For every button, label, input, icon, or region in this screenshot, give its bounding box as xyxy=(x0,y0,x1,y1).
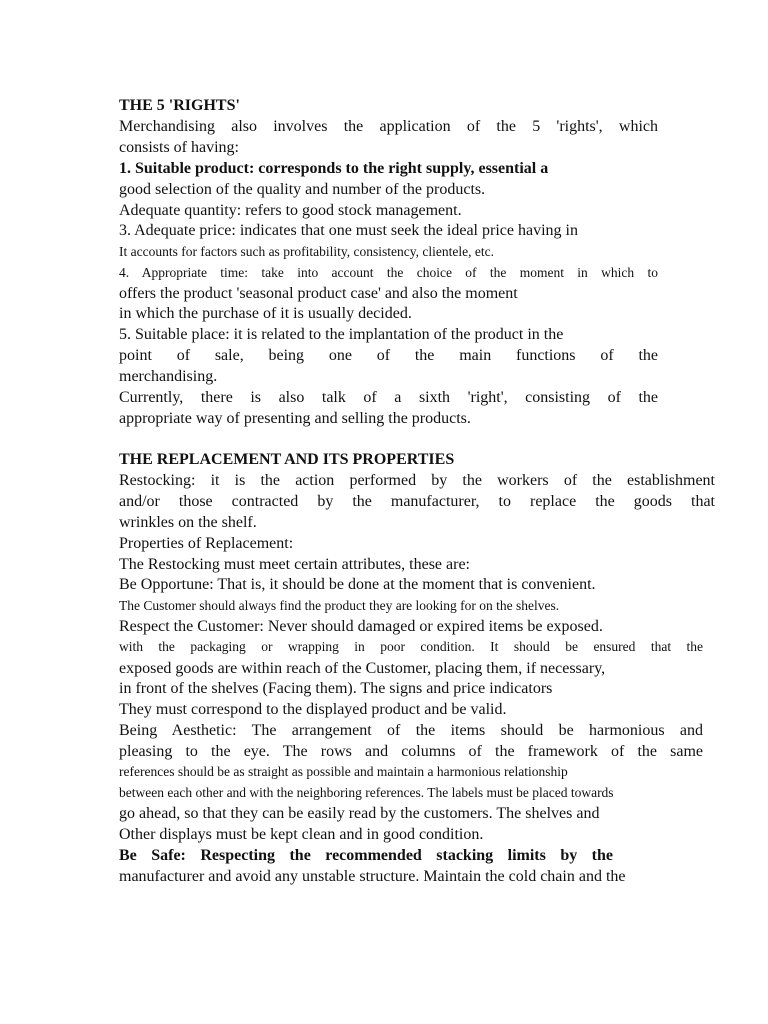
text-line: Other displays must be kept clean and in good condition. xyxy=(119,826,484,843)
text-line: go ahead, so that they can be easily read by the customers. The shelves and xyxy=(119,805,600,822)
section-heading-replacement: THE REPLACEMENT AND ITS PROPERTIES xyxy=(119,451,455,468)
text-line: in front of the shelves (Facing them). The signs and price indicators xyxy=(119,680,553,697)
text-line-small: It accounts for factors such as profitability, consistency, clientele, etc. xyxy=(119,244,494,259)
text-line: offers the product 'seasonal product case' and also the moment xyxy=(119,285,518,302)
text-line: Being Aesthetic: The arrangement of the items should be harmonious and xyxy=(119,722,703,739)
text-line: consists of having: xyxy=(119,139,239,156)
text-line-small: 4. Appropriate time: take into account the choice of the moment in which to xyxy=(119,265,658,280)
text-line: wrinkles on the shelf. xyxy=(119,514,257,531)
text-line: 5. Suitable place: it is related to the implantation of the product in the xyxy=(119,326,564,343)
text-line-bold: Be Safe: Respecting the recommended stacking limits by the xyxy=(119,847,613,864)
text-line: in which the purchase of it is usually decided. xyxy=(119,305,412,322)
text-line-small: between each other and with the neighboring references. The labels must be placed towards xyxy=(119,785,614,800)
text-line: Be Opportune: That is, it should be done at the moment that is convenient. xyxy=(119,576,596,593)
text-line: Respect the Customer: Never should damaged or expired items be exposed. xyxy=(119,618,603,635)
text-line: merchandising. xyxy=(119,368,218,385)
text-line: Merchandising also involves the application of the 5 'rights', which xyxy=(119,118,658,135)
text-line-bold: 1. Suitable product: corresponds to the right supply, essential a xyxy=(119,160,549,177)
text-line-small: with the packaging or wrapping in poor condition. It should be ensured that the xyxy=(119,639,703,654)
section-heading-five-rights: THE 5 'RIGHTS' xyxy=(119,97,240,114)
text-line: appropriate way of presenting and selling the products. xyxy=(119,410,471,427)
text-line: manufacturer and avoid any unstable structure. Maintain the cold chain and the xyxy=(119,868,626,885)
text-line-small: The Customer should always find the product they are looking for on the shelves. xyxy=(119,598,560,613)
text-line: 3. Adequate price: indicates that one must seek the ideal price having in xyxy=(119,222,578,239)
text-line: Currently, there is also talk of a sixth 'right', consisting of the xyxy=(119,389,658,406)
text-line: exposed goods are within reach of the Customer, placing them, if necessary, xyxy=(119,660,606,677)
text-line: point of sale, being one of the main functions of the xyxy=(119,347,658,364)
text-line: and/or those contracted by the manufacturer, to replace the goods that xyxy=(119,493,715,510)
text-line: Restocking: it is the action performed by the workers of the establishment xyxy=(119,472,715,489)
text-line-small: references should be as straight as possible and maintain a harmonious relationship xyxy=(119,764,568,779)
text-line: Properties of Replacement: xyxy=(119,535,294,552)
text-line: pleasing to the eye. The rows and columns of the framework of the same xyxy=(119,743,703,760)
text-line: The Restocking must meet certain attributes, these are: xyxy=(119,556,470,573)
text-line: good selection of the quality and number of the products. xyxy=(119,181,486,198)
text-line: They must correspond to the displayed product and be valid. xyxy=(119,701,507,718)
text-line: Adequate quantity: refers to good stock management. xyxy=(119,202,462,219)
